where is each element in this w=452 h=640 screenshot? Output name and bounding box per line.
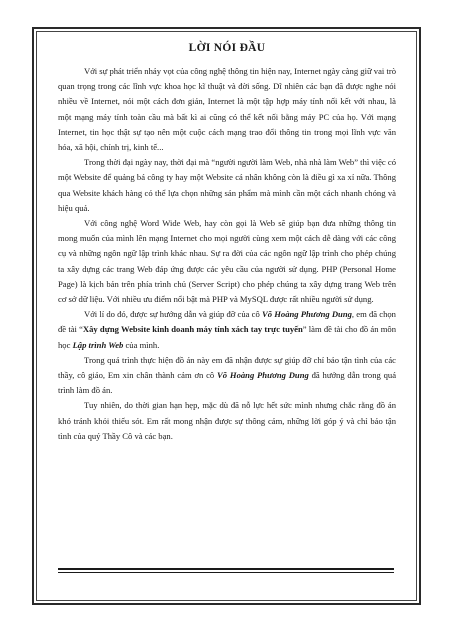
paragraph-2: Trong thời đại ngày nay, thời đại mà “người người làm Web, nhà nhà làm Web” thì việc có một Website để quảng bá công ty hay một Website cá nhân không còn là điều gì xa xỉ nữa. Thông qua Website khách hàng có thể lựa chọn những sản phẩm mà mình cần một cách nhanh chóng và hiệu quả. bbox=[58, 157, 396, 213]
paragraph-5-text-2: đã hướng dẫn trong quá trình làm đồ án. bbox=[58, 370, 397, 396]
teacher-name-2: Võ Hoàng Phương Dung bbox=[217, 370, 309, 381]
paragraph-4-text-2: , em đã chọn đề tài “ bbox=[58, 309, 396, 335]
paragraph-4 bbox=[58, 307, 396, 353]
paragraph-3: Với công nghệ Word Wide Web, hay còn gọi là Web sẽ giúp bạn đưa những thông tin mong muốn của mình lên mạng Internet cho mọi người cùng xem một cách dễ dàng với các công cụ và những ngôn ngữ lập trình khác nhau. Sự ra đời của các ngôn ngữ lập trình cho phép chúng ta xây dựng các trang Web đáp ứng được các yêu cầu của người sử dụng. PHP (Personal Home Page) là kịch bản trên phía trình chủ (Server Script) cho phép chúng ta xây dựng trang Web trên cơ sở dữ liệu. Với nhiều ưu điểm nổi bật mà PHP và MySQL được rất nhiều người sử dụng. bbox=[58, 218, 396, 305]
footer-rule-thin bbox=[58, 572, 394, 573]
document-title: LỜI NÓI ĐẦU bbox=[188, 42, 266, 54]
document-body bbox=[58, 41, 396, 444]
teacher-name: Võ Hoàng Phương Dung bbox=[261, 309, 352, 320]
course-name: Lập trình Web bbox=[72, 339, 124, 350]
paragraph-4-text-1: Với lí do đó, được sự hướng dẫn và giúp đỡ của cô bbox=[84, 309, 262, 320]
paragraph-5 bbox=[58, 353, 396, 399]
paragraph-5-text-1: Trong quá trình thực hiện đồ án này em đã nhận được sự giúp đỡ chỉ bảo tận tình của các thầy, cô giáo, Em xin chân thành cảm ơn cô bbox=[58, 354, 396, 381]
paragraph-4-text-3: ” làm đề tài cho đồ án môn học bbox=[58, 324, 396, 350]
paragraph-1: Với sự phát triển nhảy vọt của công nghệ thông tin hiện nay, Internet ngày càng giữ vai trò quan trọng trong các lĩnh vực khoa học kĩ thuật và đời sống. Dĩ nhiên các bạn đã được nghe nói nhiều về Internet, nói một cách đơn giản, Internet là một tập hợp máy tính nối kết với nhau, là một mạng máy tính toàn cầu mà bất kì ai cũng có thể kết nối bằng máy PC của họ. Với mạng Internet, tin học thật sự tạo nên một cuộc cách mạng trao đổi thông tin trong mọi lĩnh vực văn hóa, xã hội, chính trị, kinh tế... bbox=[58, 66, 396, 153]
footer-rule-thick bbox=[58, 568, 394, 570]
paragraph-6: Tuy nhiên, do thời gian hạn hẹp, mặc dù đã nỗ lực hết sức mình nhưng chắc rằng đồ án khó tránh khỏi thiếu sót. Em rất mong nhận được sự thông cảm, những lời góp ý và chỉ bảo tận tình của quý Thầy Cô và các bạn. bbox=[58, 400, 396, 441]
paragraph-4-text-4: của mình. bbox=[123, 339, 160, 350]
project-topic: Xây dựng Website kinh doanh máy tính xách tay trực tuyến bbox=[82, 324, 303, 335]
